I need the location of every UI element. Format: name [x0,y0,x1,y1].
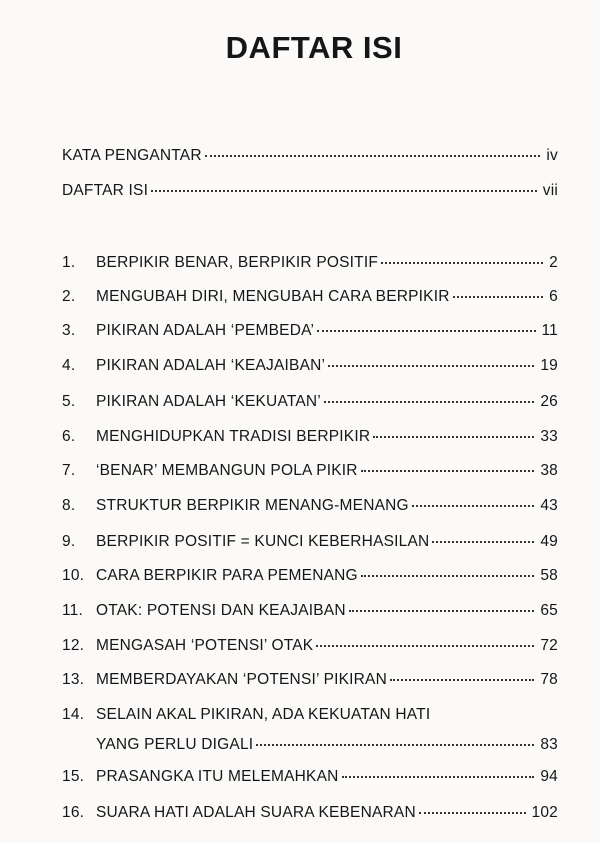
dot-leader [205,155,541,157]
toc-entry-title: SUARA HATI ADALAH SUARA KEBENARAN [96,804,416,821]
toc-entry-number: 1. [62,254,76,271]
dot-leader [317,330,535,332]
toc-entry-page: 2 [549,254,558,271]
toc-entry-title: PIKIRAN ADALAH ‘KEKUATAN’ [96,393,321,410]
toc-entry-chapter[interactable] [62,357,558,379]
dot-leader [256,744,534,746]
dot-leader [324,401,534,403]
toc-entry-title: ‘BENAR’ MEMBANGUN POLA PIKIR [96,462,358,479]
toc-entry-daftar-isi[interactable] [62,182,558,204]
toc-entry-title: DAFTAR ISI [62,182,149,199]
toc-entry-page: 72 [540,637,558,654]
toc-entry-number: 15. [62,768,85,785]
dot-leader [349,610,535,612]
toc-entry-chapter[interactable] [62,671,558,693]
toc-entry-chapter[interactable] [62,602,558,624]
toc-entry-number: 4. [62,357,76,374]
toc-entry-chapter[interactable] [62,428,558,450]
toc-entry-chapter[interactable] [62,533,558,555]
dot-leader [342,776,535,778]
toc-entry-page: 102 [531,804,558,821]
toc-entry-number: 7. [62,462,76,479]
toc-entry-title: MENGHIDUPKAN TRADISI BERPIKIR [96,428,371,445]
toc-entry-page: 19 [540,357,558,374]
toc-entry-page: 33 [540,428,558,445]
dot-leader [328,365,534,367]
toc-entry-title: MENGUBAH DIRI, MENGUBAH CARA BERPIKIR [96,288,450,305]
toc-entry-page: vii [542,182,558,199]
toc-entry-chapter[interactable] [62,254,558,276]
toc-entry-kata-pengantar[interactable] [62,147,558,169]
toc-entry-page: 83 [540,736,558,753]
toc-entry-page: 58 [540,567,558,584]
dot-leader [412,505,535,507]
toc-entry-page: 94 [540,768,558,785]
toc-entry-chapter[interactable] [62,322,558,344]
toc-entry-title: KATA PENGANTAR [62,147,202,164]
toc-entry-page: 78 [540,671,558,688]
dot-leader [390,679,534,681]
toc-entry-chapter[interactable] [62,567,558,589]
toc-entry-chapter[interactable] [62,288,558,310]
toc-entry-page: 38 [540,462,558,479]
toc-entry-chapter[interactable] [62,497,558,519]
toc-entry-title: SELAIN AKAL PIKIRAN, ADA KEKUATAN HATI [96,706,431,723]
toc-entry-page: 26 [540,393,558,410]
toc-entry-page: 43 [540,497,558,514]
toc-entry-page: 65 [540,602,558,619]
dot-leader [453,296,544,298]
toc-entry-title: PIKIRAN ADALAH ‘PEMBEDA’ [96,322,315,339]
toc-entry-title: PIKIRAN ADALAH ‘KEAJAIBAN’ [96,357,326,374]
toc-entry-number: 16. [62,804,85,821]
toc-entry-page: 49 [540,533,558,550]
toc-entry-title: PRASANGKA ITU MELEMAHKAN [96,768,339,785]
toc-entry-title: OTAK: POTENSI DAN KEAJAIBAN [96,602,346,619]
toc-entry-number: 10. [62,567,85,584]
toc-entry-chapter[interactable] [62,706,558,728]
toc-entry-number: 12. [62,637,85,654]
toc-entry-number: 13. [62,671,85,688]
toc-entry-number: 9. [62,533,76,550]
dot-leader [151,190,537,192]
toc-entry-number: 14. [62,706,85,723]
toc-entry-page: iv [546,147,558,164]
toc-entry-title: CARA BERPIKIR PARA PEMENANG [96,567,358,584]
toc-entry-title: STRUKTUR BERPIKIR MENANG-MENANG [96,497,409,514]
dot-leader [419,812,526,814]
dot-leader [316,645,534,647]
toc-entry-chapter[interactable] [62,637,558,659]
toc-entry-chapter[interactable] [62,768,558,790]
toc-entry-page: 11 [541,322,558,339]
toc-entry-number: 3. [62,322,76,339]
toc-entry-number: 5. [62,393,76,410]
toc-entry-chapter[interactable] [62,393,558,415]
dot-leader [381,262,543,264]
toc-entry-title-continued: YANG PERLU DIGALI [96,736,254,753]
toc-entry-chapter-continuation[interactable] [96,736,558,758]
dot-leader [361,470,535,472]
toc-entry-title: BERPIKIR BENAR, BERPIKIR POSITIF [96,254,379,271]
toc-entry-chapter[interactable] [62,804,558,826]
toc-entry-title: BERPIKIR POSITIF = KUNCI KEBERHASILAN [96,533,430,550]
toc-entry-page: 6 [549,288,558,305]
toc-entry-number: 6. [62,428,76,445]
dot-leader [373,436,534,438]
toc-entry-number: 8. [62,497,76,514]
toc-entry-title: MEMBERDAYAKAN ‘POTENSI’ PIKIRAN [96,671,387,688]
toc-entry-number: 11. [62,602,83,619]
dot-leader [432,541,534,543]
page-title: DAFTAR ISI [225,30,403,65]
toc-entry-chapter[interactable] [62,462,558,484]
toc-entry-number: 2. [62,288,76,305]
toc-entry-title: MENGASAH ‘POTENSI’ OTAK [96,637,314,654]
dot-leader [361,575,535,577]
